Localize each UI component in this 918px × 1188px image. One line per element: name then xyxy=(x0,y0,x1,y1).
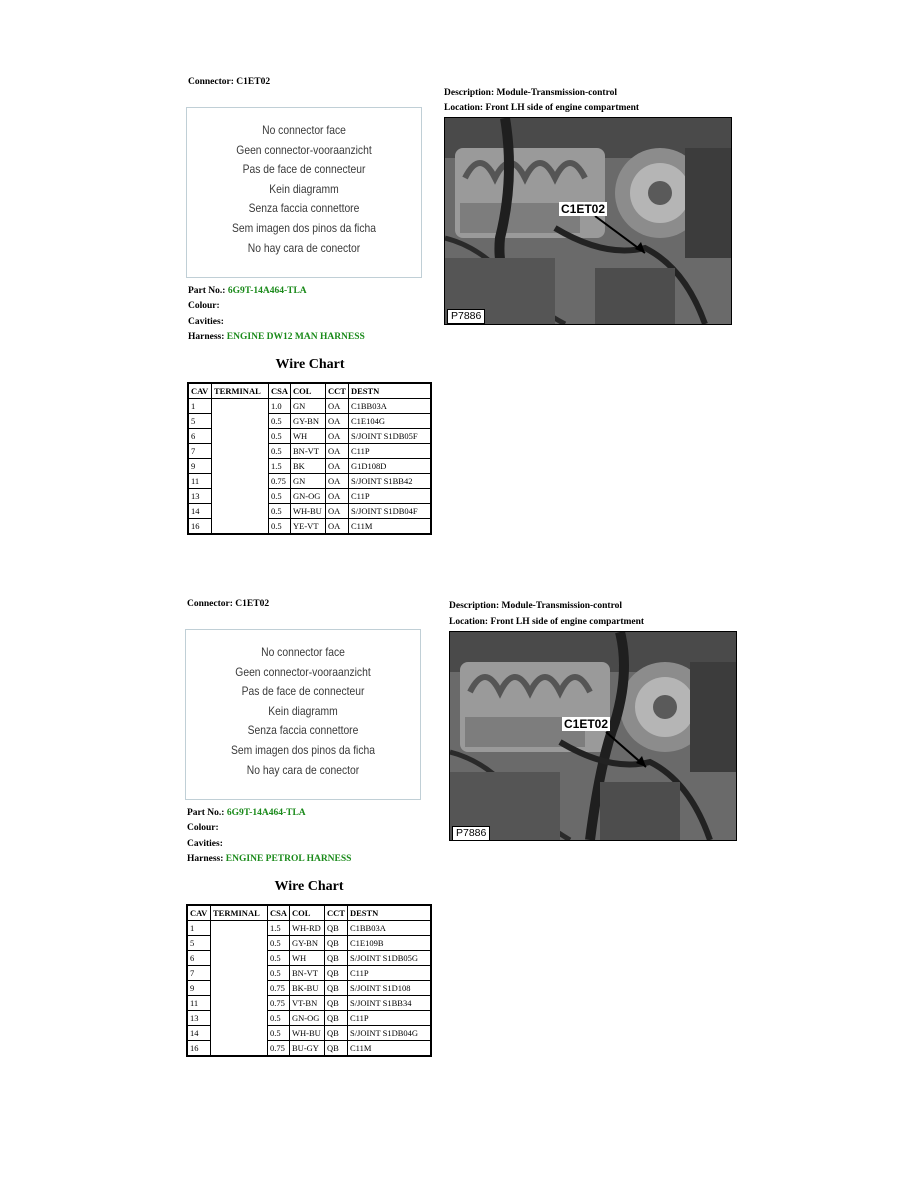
part-no-value: 6G9T-14A464-TLA xyxy=(226,808,306,818)
csa-cell: 0.75 xyxy=(268,981,290,996)
col-cell: GN-OG xyxy=(290,1011,325,1026)
cav-cell: 14 xyxy=(187,1026,211,1041)
col-cell: WH xyxy=(290,951,325,966)
csa-cell: 1.5 xyxy=(268,921,290,936)
col-cell: GY-BN xyxy=(290,936,325,951)
col-cell: BN-VT xyxy=(291,444,326,459)
col-cell: GY-BN xyxy=(291,414,326,429)
no-face-line: No connector face xyxy=(261,645,345,659)
csa-cell: 0.5 xyxy=(269,504,291,519)
destn-cell: S/JOINT S1DB04F xyxy=(348,504,431,519)
destn-cell: S/JOINT S1DB04G xyxy=(347,1026,431,1041)
csa-cell: 0.5 xyxy=(268,966,290,981)
destn-cell: S/JOINT S1BB42 xyxy=(348,474,431,489)
csa-cell: 0.5 xyxy=(269,414,291,429)
colour-line: Colour: xyxy=(187,823,219,833)
csa-cell: 0.5 xyxy=(269,444,291,459)
col-cell: YE-VT xyxy=(291,519,326,535)
cav-cell: 11 xyxy=(187,996,211,1011)
cav-cell: 9 xyxy=(188,459,212,474)
no-face-line: Geen connector-vooraanzicht xyxy=(235,664,371,679)
photo-id-label: P7886 xyxy=(447,309,485,324)
photo-callout-label: C1ET02 xyxy=(561,202,606,216)
no-face-line: No connector face xyxy=(262,123,346,137)
destn-cell: C1BB03A xyxy=(348,399,431,414)
csa-cell: 1.5 xyxy=(269,459,291,474)
csa-cell: 0.75 xyxy=(268,1041,290,1057)
no-face-line: No hay cara de conector xyxy=(247,240,361,255)
col-cell: WH xyxy=(291,429,326,444)
cav-cell: 14 xyxy=(188,504,212,519)
wire-chart-title: Wire Chart xyxy=(275,357,345,372)
cav-cell: 6 xyxy=(188,429,212,444)
col-cell: WH-BU xyxy=(291,504,326,519)
col-header: CSA xyxy=(268,905,290,921)
col-cell: BU-GY xyxy=(290,1041,325,1057)
destn-cell: C11P xyxy=(348,489,431,504)
cav-cell: 6 xyxy=(187,951,211,966)
cav-cell: 5 xyxy=(188,414,212,429)
col-header: COL xyxy=(290,905,325,921)
destn-cell: S/JOINT S1DB05F xyxy=(348,429,431,444)
description-line: Description: Module-Transmission-control xyxy=(449,601,623,611)
col-header: CSA xyxy=(269,383,291,399)
cct-cell: OA xyxy=(326,414,349,429)
cct-cell: QB xyxy=(325,996,348,1011)
cav-cell: 9 xyxy=(187,981,211,996)
table-body xyxy=(187,921,431,1057)
no-face-line: Pas de face de connecteur xyxy=(242,162,366,177)
col-header: TERMINAL xyxy=(211,905,268,921)
cct-cell: QB xyxy=(325,936,348,951)
cct-cell: OA xyxy=(326,519,349,535)
col-cell: VT-BN xyxy=(290,996,325,1011)
harness-line: Harness: ENGINE PETROL HARNESS xyxy=(187,854,352,864)
col-cell: BK xyxy=(291,459,326,474)
engine-photo-graphic xyxy=(450,632,736,840)
no-face-line: Sem imagen dos pinos da ficha xyxy=(232,220,376,235)
connector-heading: Connector: C1ET02 xyxy=(188,77,271,87)
wire-chart-title: Wire Chart xyxy=(274,879,344,894)
destn-cell: G1D108D xyxy=(348,459,431,474)
table-header-row xyxy=(187,905,431,921)
cct-cell: OA xyxy=(326,474,349,489)
destn-cell: S/JOINT S1DB05G xyxy=(347,951,431,966)
destn-cell: S/JOINT S1D108 xyxy=(347,981,431,996)
cav-cell: 16 xyxy=(187,1041,211,1057)
col-header: DESTN xyxy=(348,383,431,399)
cct-cell: QB xyxy=(325,1026,348,1041)
no-face-line: Kein diagramm xyxy=(268,703,338,718)
cav-cell: 7 xyxy=(188,444,212,459)
col-header: CCT xyxy=(325,905,348,921)
col-cell: WH-BU xyxy=(290,1026,325,1041)
col-header: COL xyxy=(291,383,326,399)
cav-cell: 7 xyxy=(187,966,211,981)
col-cell: BK-BU xyxy=(290,981,325,996)
cavities-line: Cavities: xyxy=(188,317,224,327)
cct-cell: OA xyxy=(326,429,349,444)
colour-line: Colour: xyxy=(188,301,220,311)
location-line: Location: Front LH side of engine compartment xyxy=(444,103,640,113)
cav-cell: 1 xyxy=(187,921,211,936)
cav-cell: 5 xyxy=(187,936,211,951)
csa-cell: 0.75 xyxy=(269,474,291,489)
col-header: CCT xyxy=(326,383,349,399)
cct-cell: QB xyxy=(325,981,348,996)
cct-cell: QB xyxy=(325,1041,348,1057)
cav-cell: 13 xyxy=(187,1011,211,1026)
col-cell: GN xyxy=(291,399,326,414)
col-cell: GN-OG xyxy=(291,489,326,504)
csa-cell: 0.75 xyxy=(268,996,290,1011)
cct-cell: OA xyxy=(326,459,349,474)
connector-heading: Connector: C1ET02 xyxy=(187,599,270,609)
no-connector-face-panel xyxy=(185,629,421,800)
col-cell: GN xyxy=(291,474,326,489)
destn-cell: C11P xyxy=(348,444,431,459)
csa-cell: 0.5 xyxy=(268,936,290,951)
part-no-line: Part No.: 6G9T-14A464-TLA xyxy=(188,286,307,296)
cct-cell: QB xyxy=(325,921,348,936)
cav-cell: 11 xyxy=(188,474,212,489)
cct-cell: OA xyxy=(326,489,349,504)
no-face-line: Senza faccia connettore xyxy=(247,723,359,738)
csa-cell: 0.5 xyxy=(268,1026,290,1041)
col-header: CAV xyxy=(188,383,212,399)
no-face-line: Pas de face de connecteur xyxy=(241,684,365,699)
cav-cell: 16 xyxy=(188,519,212,535)
part-no-line: Part No.: 6G9T-14A464-TLA xyxy=(187,808,306,818)
cav-cell: 1 xyxy=(188,399,212,414)
table-row xyxy=(187,921,431,936)
no-face-line: Senza faccia connettore xyxy=(248,201,360,216)
csa-cell: 0.5 xyxy=(268,1011,290,1026)
cct-cell: QB xyxy=(325,951,348,966)
destn-cell: C11M xyxy=(348,519,431,535)
description-line: Description: Module-Transmission-control xyxy=(444,88,618,98)
csa-cell: 0.5 xyxy=(269,489,291,504)
part-no-value: 6G9T-14A464-TLA xyxy=(227,286,307,296)
cct-cell: OA xyxy=(326,444,349,459)
csa-cell: 0.5 xyxy=(268,951,290,966)
col-cell: WH-RD xyxy=(290,921,325,936)
cav-cell: 13 xyxy=(188,489,212,504)
cct-cell: OA xyxy=(326,504,349,519)
destn-cell: C1BB03A xyxy=(347,921,431,936)
harness-line: Harness: ENGINE DW12 MAN HARNESS xyxy=(188,332,365,342)
csa-cell: 0.5 xyxy=(269,519,291,535)
location-line: Location: Front LH side of engine compartment xyxy=(449,617,645,627)
no-face-line: Geen connector-vooraanzicht xyxy=(236,142,372,157)
csa-cell: 0.5 xyxy=(269,429,291,444)
photo-id-label: P7886 xyxy=(452,826,490,841)
cct-cell: QB xyxy=(325,1011,348,1026)
col-header: CAV xyxy=(187,905,211,921)
destn-cell: C11P xyxy=(347,1011,431,1026)
engine-location-photo xyxy=(449,631,737,841)
col-header: TERMINAL xyxy=(212,383,269,399)
destn-cell: S/JOINT S1BB34 xyxy=(347,996,431,1011)
no-face-line: Kein diagramm xyxy=(269,181,339,196)
destn-cell: C1E104G xyxy=(348,414,431,429)
destn-cell: C1E109B xyxy=(347,936,431,951)
harness-value: ENGINE DW12 MAN HARNESS xyxy=(226,332,365,342)
no-face-line: Sem imagen dos pinos da ficha xyxy=(231,742,375,757)
photo-callout-label: C1ET02 xyxy=(564,717,609,731)
destn-cell: C11P xyxy=(347,966,431,981)
no-face-line: No hay cara de conector xyxy=(246,762,360,777)
wire-chart-table xyxy=(186,904,432,1057)
destn-cell: C11M xyxy=(347,1041,431,1057)
cct-cell: OA xyxy=(326,399,349,414)
cct-cell: QB xyxy=(325,966,348,981)
harness-value: ENGINE PETROL HARNESS xyxy=(225,854,352,864)
cavities-line: Cavities: xyxy=(187,839,223,849)
col-header: DESTN xyxy=(347,905,431,921)
terminal-cell xyxy=(211,921,268,1057)
col-cell: BN-VT xyxy=(290,966,325,981)
csa-cell: 1.0 xyxy=(269,399,291,414)
